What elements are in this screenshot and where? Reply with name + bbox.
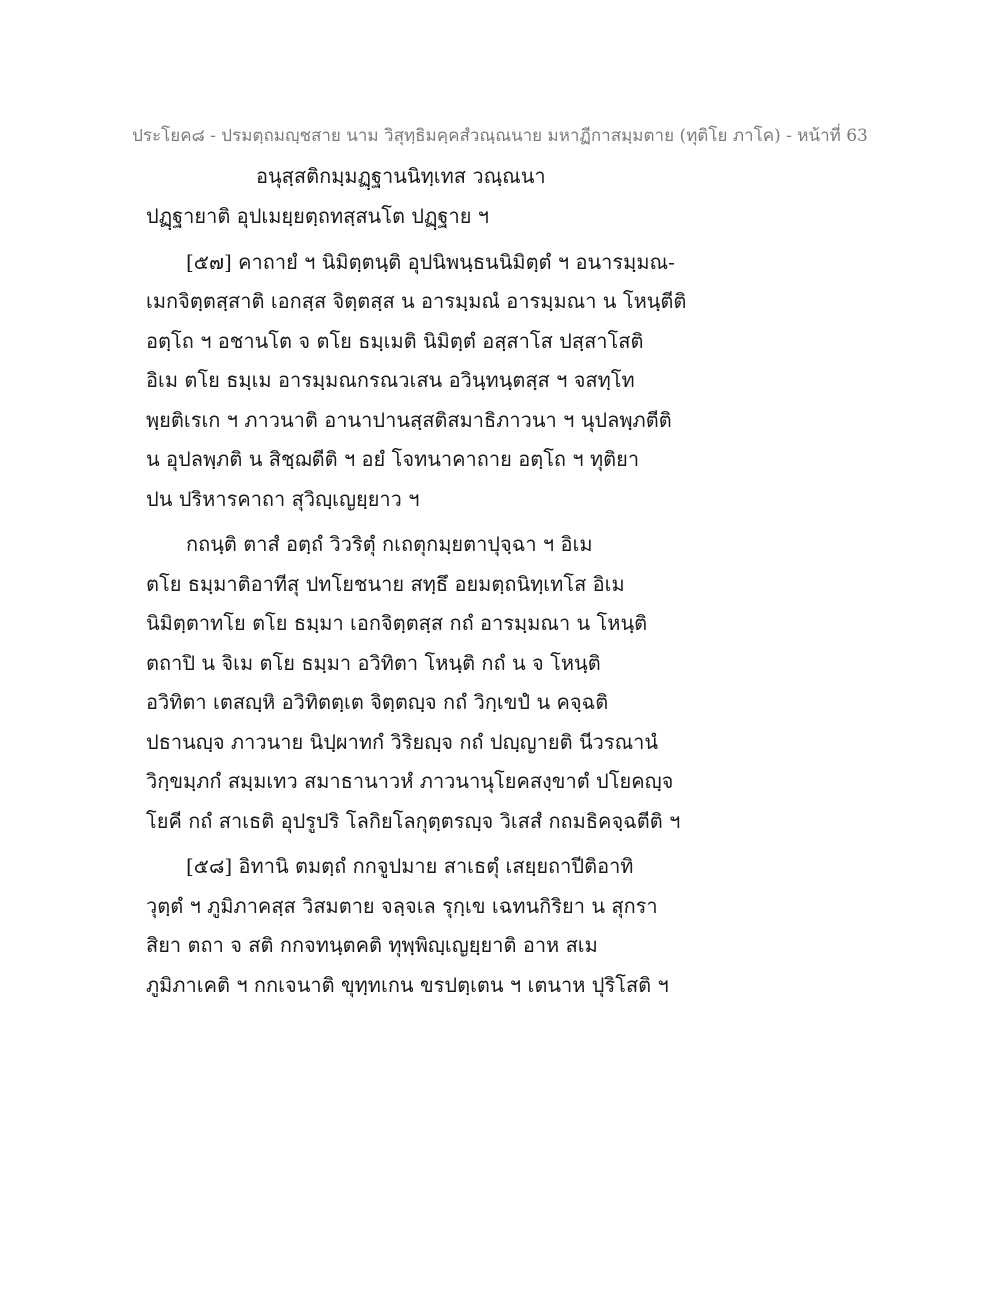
text-line: ปน ปริหารคาถา สุวิญฺเญยฺยาว ฯ [146,486,420,511]
text-line: วิกฺขมฺภกํ สมฺมเทว สมาธานาวหํ ภาวนานุโยคสงฺขาตํ ปโยคญฺจ [146,769,674,793]
text-line: พฺยติเรเก ฯ ภาวนาติ อานาปานสฺสติสมาธิภาวนา ฯ นุปลพฺภตีติ [146,407,672,432]
body-text [146,197,866,1005]
text-line: ปธานญฺจ ภาวนาย นิปฺผาทกํ วิริยญฺจ กถํ ปญฺญายติ นีวรณานํ [146,729,659,754]
text-line: วุตฺตํ ฯ ภูมิภาคสฺส วิสมตาย จลฺจเล รุกฺเข เฉทนกิริยา น สุกรา [146,893,658,918]
paragraph-start-line: [๕๘] อิทานิ ตมตฺถํ กกจูปมาย สาเธตุํ เสยฺยถาปีติอาทิ [186,854,634,878]
text-line: ตถาปิ น จิเม ตโย ธมฺมา อวิทิตา โหนฺติ กถํ น จ โหนฺติ [146,650,601,675]
text-line: โยคี กถํ สาเธติ อุปรูปริ โลกิยโลกุตฺตรญฺจ วิเสสํ กถมธิคจฺฉตีติ ฯ [146,808,681,833]
paragraph-start-line: [๕๗] คาถายํ ฯ นิมิตฺตนฺติ อุปนิพนฺธนนิมิตฺตํ ฯ อนารมฺมณ- [186,249,675,274]
text-line: ปฏฺฐายาติ อุปเมยฺยตฺถทสฺสนโต ปฏฺฐาย ฯ [146,204,489,228]
text-line: ภูมิภาเคติ ฯ กกเจนาติ ขุทฺทเกน ขรปตฺเตน ฯ เตนาห ปุริโสติ ฯ [146,972,669,997]
text-line: สิยา ตถา จ สติ กกจทนฺตคติ ทุพฺพิญฺเญยฺยาติ อาห สเม [146,933,598,957]
paragraph-start-line: กถนฺติ ตาสํ อตฺถํ วิวริตุํ กเถตุกมฺยตาปุจฺฉา ฯ อิเม [186,532,593,556]
text-line: อวิทิตา เตสญฺหิ อวิทิตตฺเต จิตฺตญฺจ กถํ วิกฺเขปํ น คจฺฉติ [146,690,609,714]
text-line: นิมิตฺตาทโย ตโย ธมฺมา เอกจิตฺตสฺส กถํ อารมฺมณา น โหนฺติ [146,611,648,635]
section-title: อนุสฺสติกมฺมฏฺฐานนิทฺเทส วณฺณนา [256,164,546,188]
running-header: ประโยค๘ - ปรมตฺถมญฺชสาย นาม วิสุทฺธิมคฺคสํวณฺณนาย มหาฏีกาสมฺมตาย (ทุติโย ภาโค) - หน้าที่ 63 [132,126,868,146]
text-line: ตโย ธมฺมาติอาทีสุ ปทโยชนาย สทฺธึ อยมตฺถนิทฺเทโส อิเม [146,571,625,596]
text-line: อตฺโถ ฯ อชานโต จ ตโย ธมฺเมติ นิมิตฺตํ อสฺสาโส ปสฺสาโสติ [146,328,644,353]
text-line: เมกจิตฺตสฺสาติ เอกสฺส จิตฺตสฺส น อารมฺมณํ อารมฺมณา น โหนฺตีติ [146,289,687,313]
text-line: น อุปลพฺภติ น สิชฺฌตีติ ฯ อยํ โจทนาคาถาย อตฺโถ ฯ ทุติยา [146,447,640,471]
text-line: อิเม ตโย ธมฺเม อารมฺมณกรณวเสน อวินฺทนฺตสฺส ฯ จสทฺโท [146,368,635,392]
